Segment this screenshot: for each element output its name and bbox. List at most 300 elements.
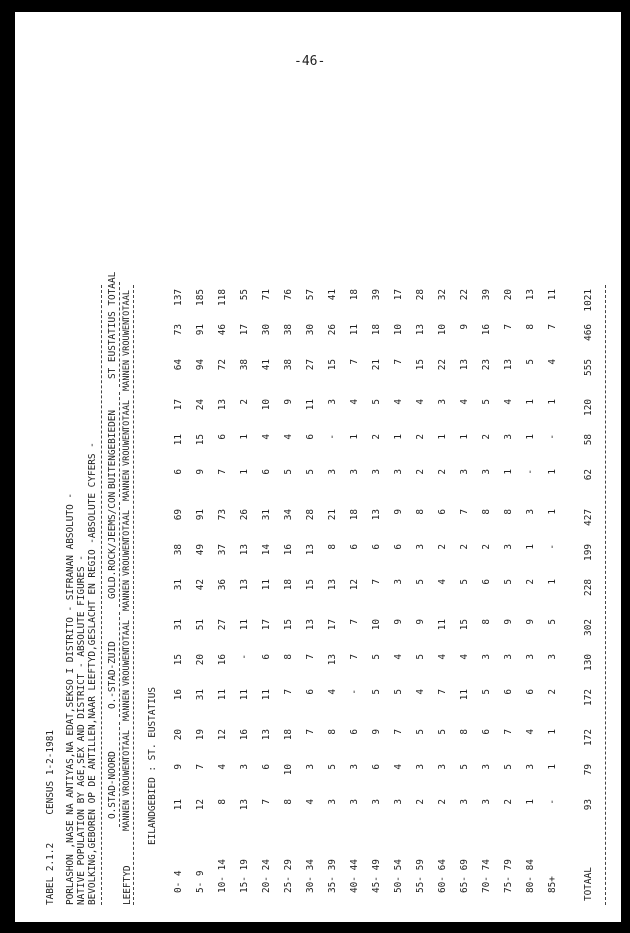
age-label: 15- 19: [239, 859, 250, 893]
table-cell: 17: [261, 619, 272, 631]
table-cell: 46: [217, 324, 228, 336]
subheader-vrouwen: VROUWEN: [122, 429, 132, 466]
table-cell: 10: [261, 399, 272, 411]
table-cell: 31: [173, 619, 184, 631]
table-cell: 1: [547, 469, 558, 475]
table-cell: 21: [327, 509, 338, 521]
total-cell: 120: [583, 399, 594, 416]
table-cell: 5: [503, 579, 514, 585]
total-cell: 58: [583, 434, 594, 446]
table-cell: 1: [547, 729, 558, 735]
table-cell: 4: [283, 434, 294, 440]
table-cell: 4: [327, 689, 338, 695]
table-cell: 11: [437, 619, 448, 631]
table-cell: 27: [305, 359, 316, 371]
table-cell: 7: [349, 619, 360, 625]
table-cell: 17: [239, 324, 250, 336]
table-cell: 3: [503, 544, 514, 550]
table-cell: 2: [437, 469, 448, 475]
age-label: 30- 34: [305, 859, 316, 893]
table-cell: 4: [547, 359, 558, 365]
table-cell: 7: [459, 509, 470, 515]
title-line-1: PORLASHON ,NASE NA ANTIYAS,NA EDAT,SEKSO I DISTRITO - SIFRANAN ABSOLUTO -: [65, 492, 76, 905]
table-cell: 9: [173, 764, 184, 770]
age-label: 85+: [547, 876, 558, 893]
subheader-mannen: MANNEN: [122, 469, 132, 501]
subheader-vrouwen: VROUWEN: [122, 649, 132, 686]
table-cell: 24: [195, 399, 206, 411]
table-cell: 5: [393, 689, 404, 695]
table-cell: 16: [217, 654, 228, 666]
table-cell: 1: [547, 579, 558, 585]
table-cell: 8: [327, 544, 338, 550]
table-cell: 38: [283, 359, 294, 371]
table-rule: [101, 285, 102, 905]
table-cell: 38: [283, 324, 294, 336]
table-cell: 2: [415, 799, 426, 805]
table-cell: 11: [261, 689, 272, 701]
table-cell: 1: [239, 434, 250, 440]
table-cell: 3: [437, 399, 448, 405]
total-cell: 302: [583, 619, 594, 636]
table-cell: 7: [437, 689, 448, 695]
table-cell: 3: [525, 764, 536, 770]
table-cell: 49: [195, 544, 206, 556]
table-cell: 28: [305, 509, 316, 521]
table-cell: 38: [239, 359, 250, 371]
total-cell: 1021: [583, 289, 594, 312]
table-cell: 6: [437, 509, 448, 515]
table-cell: 9: [525, 619, 536, 625]
table-cell: 20: [503, 289, 514, 301]
table-cell: 17: [327, 619, 338, 631]
table-cell: 5: [415, 579, 426, 585]
table-cell: 13: [415, 324, 426, 336]
table-cell: 16: [481, 324, 492, 336]
table-cell: 13: [327, 579, 338, 591]
table-cell: 11: [349, 324, 360, 336]
table-cell: 13: [217, 399, 228, 411]
table-cell: 9: [393, 509, 404, 515]
table-cell: 16: [239, 729, 250, 741]
table-cell: 7: [503, 729, 514, 735]
table-cell: 9: [503, 619, 514, 625]
table-cell: 13: [239, 579, 250, 591]
table-cell: 3: [503, 654, 514, 660]
table-cell: 4: [393, 654, 404, 660]
table-cell: -: [239, 654, 250, 660]
table-cell: 76: [283, 289, 294, 301]
table-cell: 11: [239, 619, 250, 631]
table-cell: 26: [239, 509, 250, 521]
table-cell: 91: [195, 324, 206, 336]
subheader-totaal: TOTAAL: [122, 729, 132, 761]
subheader-vrouwen: VROUWEN: [122, 539, 132, 576]
table-cell: 6: [305, 434, 316, 440]
table-cell: 3: [525, 654, 536, 660]
table-cell: 185: [195, 289, 206, 306]
table-cell: 7: [261, 799, 272, 805]
table-cell: 2: [415, 434, 426, 440]
age-label: 40- 44: [349, 859, 360, 893]
table-cell: 4: [393, 399, 404, 405]
rotated-table: [45, 75, 594, 905]
table-cell: 8: [283, 654, 294, 660]
table-cell: 3: [349, 764, 360, 770]
table-cell: 2: [481, 434, 492, 440]
table-cell: 6: [371, 764, 382, 770]
table-cell: 38: [173, 544, 184, 556]
table-cell: 6: [261, 654, 272, 660]
total-cell: 79: [583, 764, 594, 776]
table-cell: 3: [327, 399, 338, 405]
table-cell: 6: [173, 469, 184, 475]
table-cell: 9: [371, 729, 382, 735]
table-cell: -: [547, 544, 558, 550]
table-cell: 41: [261, 359, 272, 371]
table-cell: 4: [503, 399, 514, 405]
table-cell: 3: [349, 799, 360, 805]
table-cell: 11: [547, 289, 558, 301]
total-cell: 62: [583, 469, 594, 481]
table-cell: 15: [195, 434, 206, 446]
table-cell: 3: [349, 469, 360, 475]
group-rule: [119, 502, 120, 607]
table-cell: 1: [239, 469, 250, 475]
age-label: 75- 79: [503, 859, 514, 893]
table-cell: 5: [371, 399, 382, 405]
total-cell: 130: [583, 654, 594, 671]
table-cell: 1: [503, 469, 514, 475]
table-cell: 4: [415, 689, 426, 695]
table-cell: 17: [173, 399, 184, 411]
table-cell: 31: [173, 579, 184, 591]
table-cell: 4: [437, 579, 448, 585]
table-cell: 1: [525, 399, 536, 405]
table-cell: 15: [283, 619, 294, 631]
leeftyd-label: LEEFTYD: [122, 865, 133, 905]
group-header: O.STAD-NOORD: [107, 751, 118, 819]
table-cell: 31: [261, 509, 272, 521]
age-label: 0- 4: [173, 870, 184, 893]
table-cell: 1: [459, 434, 470, 440]
table-cell: 2: [415, 469, 426, 475]
table-cell: 30: [261, 324, 272, 336]
table-cell: 1: [547, 509, 558, 515]
census-label: CENSUS 1-2-1981: [45, 730, 56, 815]
table-cell: 18: [349, 509, 360, 521]
total-cell: 228: [583, 579, 594, 596]
table-cell: 6: [261, 469, 272, 475]
table-cell: 72: [217, 359, 228, 371]
table-cell: 15: [415, 359, 426, 371]
table-cell: 4: [437, 654, 448, 660]
subheader-mannen: MANNEN: [122, 359, 132, 391]
table-cell: 3: [481, 764, 492, 770]
table-cell: 3: [525, 509, 536, 515]
table-cell: 42: [195, 579, 206, 591]
title-line-2: NATIVE POPULATION BY AGE,SEX AND DISTRICT - ABSOLUTE FIGURES -: [76, 555, 87, 905]
table-cell: 36: [217, 579, 228, 591]
table-cell: 13: [305, 544, 316, 556]
table-cell: 55: [239, 289, 250, 301]
table-cell: 9: [393, 619, 404, 625]
table-cell: 8: [283, 799, 294, 805]
table-cell: 13: [305, 619, 316, 631]
title-line-3: BEVOLKING,GEBOREN OP DE ANTILLEN,NAAR LEEFTYD,GESLACHT EN REGIO -ABSOLUTE CYFERS -: [87, 442, 98, 905]
table-cell: 3: [415, 544, 426, 550]
table-cell: 5: [283, 469, 294, 475]
table-cell: 1: [525, 434, 536, 440]
group-header: GOLD.ROCK/JEEMS/CON: [107, 491, 118, 599]
table-cell: 8: [327, 729, 338, 735]
total-cell: 172: [583, 689, 594, 706]
table-cell: 31: [195, 689, 206, 701]
table-cell: 57: [305, 289, 316, 301]
age-label: 45- 49: [371, 859, 382, 893]
subheader-totaal: TOTAAL: [122, 289, 132, 321]
table-cell: 2: [503, 799, 514, 805]
table-cell: 3: [327, 799, 338, 805]
table-cell: 3: [481, 654, 492, 660]
group-header: O.-STAD-ZUID: [107, 641, 118, 709]
table-cell: 4: [261, 434, 272, 440]
age-label: 20- 24: [261, 859, 272, 893]
table-cell: 26: [327, 324, 338, 336]
table-cell: 6: [371, 544, 382, 550]
table-cell: 7: [393, 359, 404, 365]
table-cell: 4: [525, 729, 536, 735]
table-cell: 73: [217, 509, 228, 521]
table-cell: 16: [173, 689, 184, 701]
table-cell: 5: [327, 764, 338, 770]
table-cell: 8: [481, 619, 492, 625]
table-cell: 13: [503, 359, 514, 371]
subheader-totaal: TOTAAL: [122, 399, 132, 431]
table-rule: [133, 285, 134, 905]
table-cell: 3: [481, 799, 492, 805]
table-cell: 3: [437, 764, 448, 770]
table-cell: 7: [305, 654, 316, 660]
group-rule: [119, 392, 120, 497]
table-cell: 13: [239, 799, 250, 811]
table-cell: 11: [459, 689, 470, 701]
table-cell: 2: [459, 544, 470, 550]
table-cell: 7: [305, 729, 316, 735]
table-cell: 3: [393, 469, 404, 475]
table-cell: 32: [437, 289, 448, 301]
total-cell: 199: [583, 544, 594, 561]
table-cell: 8: [459, 729, 470, 735]
table-cell: 7: [195, 764, 206, 770]
table-cell: 6: [349, 544, 360, 550]
table-cell: 6: [503, 689, 514, 695]
subheader-mannen: MANNEN: [122, 579, 132, 611]
table-cell: 6: [481, 729, 492, 735]
subheader-totaal: TOTAAL: [122, 619, 132, 651]
table-cell: 5: [525, 359, 536, 365]
table-cell: 7: [371, 579, 382, 585]
table-cell: 4: [415, 399, 426, 405]
table-cell: 2: [547, 689, 558, 695]
table-cell: 1: [547, 399, 558, 405]
table-cell: 1: [349, 434, 360, 440]
group-header: ST EUSTATIUS TOTAAL: [107, 271, 118, 379]
table-cell: 1: [393, 434, 404, 440]
table-cell: 7: [393, 729, 404, 735]
total-cell: 466: [583, 324, 594, 341]
table-cell: 4: [305, 799, 316, 805]
table-cell: 3: [371, 469, 382, 475]
table-cell: 15: [305, 579, 316, 591]
table-cell: 4: [349, 399, 360, 405]
table-cell: 30: [305, 324, 316, 336]
table-cell: 37: [217, 544, 228, 556]
table-cell: 2: [481, 544, 492, 550]
table-cell: 23: [481, 359, 492, 371]
age-label: 10- 14: [217, 859, 228, 893]
table-cell: 5: [415, 654, 426, 660]
age-label: 35- 39: [327, 859, 338, 893]
table-cell: 8: [503, 509, 514, 515]
table-cell: 5: [481, 399, 492, 405]
section-label: EILANDGEBIED : ST. EUSTATIUS: [147, 686, 158, 845]
table-cell: 3: [239, 764, 250, 770]
table-cell: 91: [195, 509, 206, 521]
table-cell: 71: [261, 289, 272, 301]
table-cell: 11: [261, 579, 272, 591]
age-label: 5- 9: [195, 870, 206, 893]
table-cell: 3: [327, 469, 338, 475]
table-cell: 16: [283, 544, 294, 556]
table-cell: 6: [305, 689, 316, 695]
table-cell: 94: [195, 359, 206, 371]
subheader-vrouwen: VROUWEN: [122, 759, 132, 796]
page-number: -46-: [294, 54, 326, 69]
total-cell: 172: [583, 729, 594, 746]
table-cell: 11: [173, 434, 184, 446]
age-label: 25- 29: [283, 859, 294, 893]
table-cell: 4: [217, 764, 228, 770]
total-cell: 427: [583, 509, 594, 526]
table-cell: 2: [239, 399, 250, 405]
age-label: 50- 54: [393, 859, 404, 893]
table-cell: 7: [503, 324, 514, 330]
table-cell: 1: [437, 434, 448, 440]
table-cell: 18: [349, 289, 360, 301]
table-cell: 69: [173, 509, 184, 521]
table-cell: 12: [195, 799, 206, 811]
table-cell: 3: [459, 469, 470, 475]
subheader-totaal: TOTAAL: [122, 509, 132, 541]
table-cell: -: [327, 434, 338, 440]
age-label: 60- 64: [437, 859, 448, 893]
table-cell: 22: [459, 289, 470, 301]
table-cell: 10: [437, 324, 448, 336]
table-cell: 3: [481, 469, 492, 475]
table-cell: 13: [459, 359, 470, 371]
table-cell: 5: [437, 729, 448, 735]
group-rule: [119, 722, 120, 827]
table-cell: 7: [547, 324, 558, 330]
table-cell: 7: [349, 359, 360, 365]
table-cell: 2: [525, 579, 536, 585]
table-cell: 39: [481, 289, 492, 301]
table-cell: 5: [305, 469, 316, 475]
table-cell: 39: [371, 289, 382, 301]
table-cell: 3: [305, 764, 316, 770]
table-cell: 5: [415, 729, 426, 735]
table-cell: 6: [349, 729, 360, 735]
total-label: TOTAAL: [583, 867, 594, 901]
table-cell: 17: [393, 289, 404, 301]
table-cell: 3: [459, 799, 470, 805]
table-cell: 2: [437, 799, 448, 805]
group-rule: [119, 612, 120, 717]
table-cell: 3: [415, 764, 426, 770]
table-cell: -: [349, 689, 360, 695]
table-cell: 5: [547, 619, 558, 625]
table-cell: 7: [217, 469, 228, 475]
table-cell: 19: [195, 729, 206, 741]
table-cell: 1: [547, 764, 558, 770]
table-cell: 51: [195, 619, 206, 631]
subheader-vrouwen: VROUWEN: [122, 319, 132, 356]
table-cell: -: [525, 469, 536, 475]
table-cell: 41: [327, 289, 338, 301]
table-cell: 11: [239, 689, 250, 701]
table-cell: 2: [437, 544, 448, 550]
total-cell: 555: [583, 359, 594, 376]
age-label: 70- 74: [481, 859, 492, 893]
table-cell: 8: [217, 799, 228, 805]
table-cell: 18: [283, 729, 294, 741]
table-cell: 73: [173, 324, 184, 336]
table-cell: 18: [283, 579, 294, 591]
table-cell: 21: [371, 359, 382, 371]
table-cell: 9: [415, 619, 426, 625]
table-cell: 34: [283, 509, 294, 521]
table-cell: 8: [525, 324, 536, 330]
table-cell: 6: [481, 579, 492, 585]
total-cell: 93: [583, 799, 594, 811]
table-cell: 5: [481, 689, 492, 695]
age-label: 80- 84: [525, 859, 536, 893]
table-cell: 15: [327, 359, 338, 371]
table-cell: 15: [173, 654, 184, 666]
table-cell: 118: [217, 289, 228, 306]
table-cell: 4: [459, 654, 470, 660]
subheader-mannen: MANNEN: [122, 799, 132, 831]
table-cell: 1: [525, 799, 536, 805]
table-cell: 9: [283, 399, 294, 405]
table-cell: 14: [261, 544, 272, 556]
table-cell: -: [547, 799, 558, 805]
table-cell: 28: [415, 289, 426, 301]
table-cell: 18: [371, 324, 382, 336]
table-cell: 20: [173, 729, 184, 741]
table-cell: 13: [327, 654, 338, 666]
table-cell: 8: [415, 509, 426, 515]
table-cell: 137: [173, 289, 184, 306]
age-label: 65- 69: [459, 859, 470, 893]
table-cell: 3: [503, 434, 514, 440]
table-cell: 10: [393, 324, 404, 336]
table-cell: 13: [261, 729, 272, 741]
table-cell: 6: [393, 544, 404, 550]
table-cell: 2: [371, 434, 382, 440]
table-id: TABEL 2.1.2: [45, 842, 56, 905]
